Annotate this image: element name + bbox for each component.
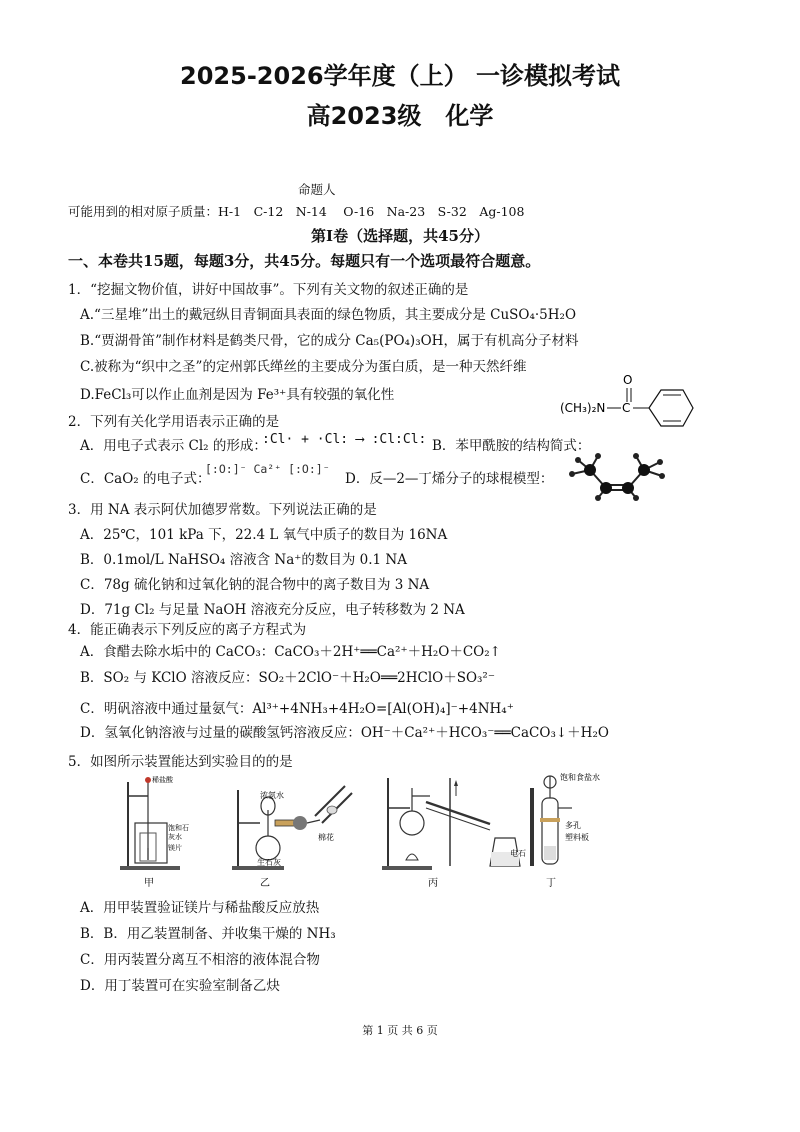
- ding-plate-label-2: 塑料板: [565, 833, 589, 842]
- apparatus-jia: [120, 775, 189, 889]
- q3-option-d: D．71g Cl₂ 与足量 NaOH 溶液充分反应，电子转移数为 2 NA: [80, 602, 465, 618]
- q5-stem: 5．如图所示装置能达到实验目的的是: [68, 754, 293, 770]
- label-ding: 丁: [546, 878, 556, 889]
- label-yi: 乙: [260, 878, 270, 889]
- q1-option-b: B.“贾湖骨笛”制作材料是鹤类尺骨，它的成分 Ca₅(PO₄)₃OH，属于有机高分子材料: [80, 333, 579, 349]
- jia-acid-label: 稀盐酸: [152, 776, 173, 784]
- q2-c-formula: [:O:]⁻ Ca²⁺ [:O:]⁻: [205, 462, 330, 476]
- section-instruction: 一、本卷共15题，每题3分，共45分。每题只有一个选项最符合题意。: [68, 252, 541, 270]
- struct-dimethylamino: (CH₃)₂N: [560, 401, 606, 415]
- q2-option-c: C．CaO₂ 的电子式：: [80, 471, 211, 487]
- jia-lime-label: 饱和石: [168, 824, 189, 832]
- jia-mg-label: 镁片: [168, 844, 182, 852]
- exam-subtitle: 高2023级 化学: [306, 102, 494, 130]
- q4-option-d: D．氢氧化钠溶液与过量的碳酸氢钙溶液反应：OH⁻＋Ca²⁺＋HCO₃⁻══CaCO₃↓＋H₂O: [80, 725, 609, 741]
- q1-option-d: D.FeCl₃可以作止血剂是因为 Fe³⁺具有较强的氧化性: [80, 387, 395, 403]
- q2-option-d: D．反—2—丁烯分子的球棍模型：: [345, 471, 554, 487]
- ding-brine-label: 饱和食盐水: [560, 773, 600, 782]
- trans-2-butene-model: [568, 452, 668, 502]
- q4-option-c: C．明矾溶液中通过量氨气：Al³⁺+4NH₃+4H₂O=[Al(OH)₄]⁻+4NH₄⁺: [80, 701, 514, 717]
- label-jia: 甲: [144, 878, 154, 889]
- q3-option-b: B．0.1mol/L NaHSO₄ 溶液含 Na⁺的数目为 0.1 NA: [80, 552, 407, 568]
- q5-option-c: C．用丙装置分离互不相溶的液体混合物: [80, 952, 320, 968]
- q1-stem: 1．“挖掘文物价值，讲好中国故事”。下列有关文物的叙述正确的是: [68, 282, 469, 298]
- q4-option-a: A．食醋去除水垢中的 CaCO₃：CaCO₃＋2H⁺══Ca²⁺＋H₂O＋CO₂↑: [80, 644, 501, 660]
- page-footer: 第 1 页 共 6 页: [362, 1024, 438, 1037]
- q4-stem: 4．能正确表示下列反应的离子方程式为: [68, 622, 307, 638]
- q1-option-a: A.“三星堆”出土的戴冠纵目青铜面具表面的绿色物质，其主要成分是 CuSO₄·5H₂O: [80, 307, 577, 323]
- q4-option-b: B．SO₂ 与 KClO 溶液反应：SO₂＋2ClO⁻＋H₂O══2HClO＋SO₃²⁻: [80, 670, 495, 686]
- yi-lime-label: 生石灰: [257, 858, 281, 867]
- q3-option-c: C．78g 硫化钠和过氧化钠的混合物中的离子数目为 3 NA: [80, 577, 430, 593]
- yi-ammonia-label: 浓氨水: [260, 791, 284, 800]
- q2-option-b: B．苯甲酰胺的结构简式：: [432, 438, 591, 454]
- struct-carbon: C: [622, 401, 631, 415]
- author-label: 命题人: [298, 182, 336, 197]
- apparatus-ding: [510, 772, 600, 889]
- struct-oxygen: O: [623, 373, 633, 387]
- q3-option-a: A．25℃，101 kPa 下，22.4 L 氧气中质子的数目为 16NA: [80, 527, 448, 543]
- yi-cotton-label: 棉花: [318, 833, 334, 842]
- section-title: 第Ⅰ卷（选择题，共45分）: [311, 227, 489, 245]
- ding-carbide-label: 电石: [510, 849, 526, 858]
- ding-plate-label: 多孔: [565, 821, 581, 830]
- apparatus-yi: [232, 786, 352, 889]
- q5-option-d: D．用丁装置可在实验室制备乙炔: [80, 978, 280, 994]
- q1-option-c: C.被称为“织中之圣”的定州郭氏缂丝的主要成分为蛋白质，是一种天然纤维: [80, 359, 527, 375]
- q2-option-a: A．用电子式表示 Cl₂ 的形成：: [80, 438, 267, 454]
- jia-lime-label-2: 灰水: [168, 833, 182, 841]
- exam-title: 2025-2026学年度（上） 一诊模拟考试: [180, 62, 620, 90]
- q2-stem: 2．下列有关化学用语表示正确的是: [68, 414, 280, 430]
- apparatus-figure: [110, 768, 630, 890]
- atomic-masses: 可能用到的相对原子质量：H-1 C-12 N-14 O-16 Na-23 S-32 Ag-108: [68, 204, 525, 219]
- q2-a-formula: :Cl· + ·Cl: ⟶ :Cl:Cl:: [262, 432, 427, 447]
- q5-option-b: B．B．用乙装置制备、并收集干燥的 NH₃: [80, 926, 336, 942]
- q3-stem: 3．用 NA 表示阿伏加德罗常数。下列说法正确的是: [68, 502, 377, 518]
- q5-option-a: A．用甲装置验证镁片与稀盐酸反应放热: [80, 900, 320, 916]
- apparatus-bing: [382, 778, 520, 889]
- label-bing: 丙: [428, 878, 438, 889]
